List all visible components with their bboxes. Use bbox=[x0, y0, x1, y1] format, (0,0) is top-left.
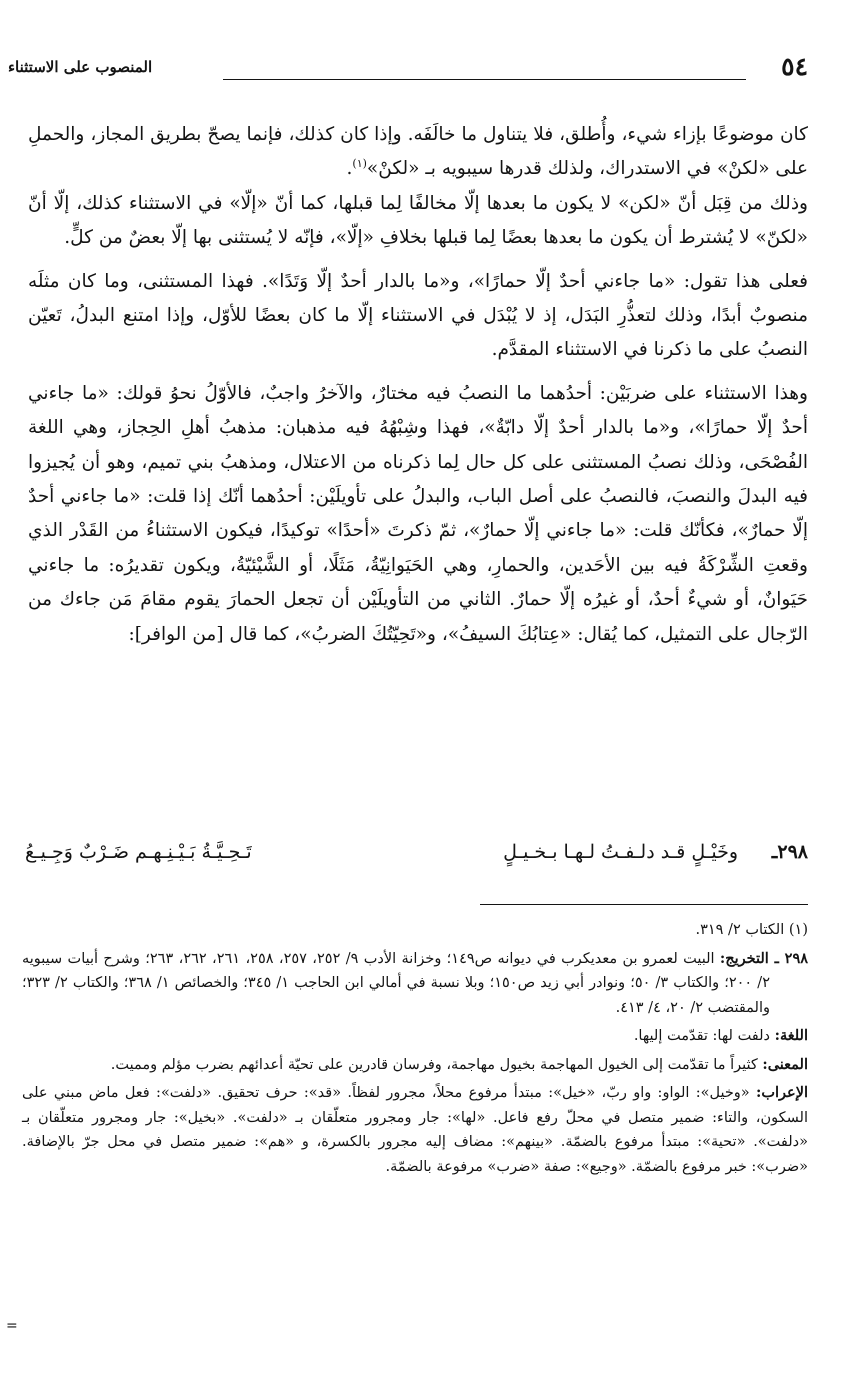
main-text bbox=[28, 118, 808, 652]
verse-number: ٢٩٨ـ bbox=[771, 841, 808, 863]
footnote-separator bbox=[480, 904, 808, 905]
paragraph: وذلك من قِبَل أنّ «لكن» لا يكون ما بعدها إلّا مخالفًا لِما قبلها، كما أنّ «إلّا» في الاستثناء كذلك، إلّا أنّ «لكنّ» لا يُشترط أن يكون ما بعدها بعضًا لِما قبلها بخلافِ «إلّا»، فإنّه لا يُستثنى بها إلّا بعضٌ من كلٍّ. bbox=[28, 192, 808, 249]
footnote-reference: (١) bbox=[352, 157, 367, 171]
footnote-iraab: الإعراب: «وخيل»: الواو: واو ربّ، «خيل»: مبتدأ مرفوع محلاً، مجرور لفظاً. «قد»: حرف تحقيق. «دلفت»: فعل ماض مبني على السكون، والتاء: ضمير متصل في محلّ رفع فاعل. «لها»: جار ومجرور متعلّقان بـ «دلفت». «بخيل»: جار ومجرور متعلّقان بـ «دلفت». «تحية»: مبتدأ مرفوع بالضمّة. «بينهم»: مضاف إليه مجرور بالكسرة، و «هم»: ضمير متصل في محل جرّ بالإضافة. «ضرب»: خبر مرفوع بالضمّة. «وجيع»: صفة «ضرب» مرفوعة بالضمّة. bbox=[22, 1084, 808, 1175]
footnote-takhrij: ٢٩٨ ـ التخريج: البيت لعمرو بن معديكرب في ديوانه ص١٤٩؛ وخزانة الأدب ٩/ ٢٥٢، ٢٥٧، ٢٥٨، ٢٦١، ٢٦٢، ٢٦٣؛ وشرح أبيات سيبويه ٢/ ٢٠٠؛ والكتاب ٣/ ٥٠؛ ونوادر أبي زيد ص١٥٠؛ وبلا نسبة في أمالي ابن الحاجب ١/ ٣٤٥؛ والخصائص ١/ ٣٦٨؛ والكتاب ٢/ ٣٢٣؛ والمقتضب ٢/ ٢٠، ٤/ ٤١٣. bbox=[22, 949, 809, 1016]
continuation-mark: = bbox=[6, 1318, 18, 1334]
paragraph: فعلى هذا تقول: «ما جاءني أحدٌ إلّا حمارًا»، و«ما بالدار أحدٌ إلّا وَتَدًا». فهذا المستثنى، وما كان مثلَه منصوبٌ أبدًا، وذلك لتعذُّرِ البَدَل، إذ لا يُبْدَل في الاستثناء إلّا ما كان بعضًا للأوّل، وإذا امتنع البدلُ، تَعيّن النصبُ على ما ذكرنا في الاستثناء المقدَّم. bbox=[28, 270, 808, 361]
page-number: ٥٤ bbox=[781, 52, 808, 81]
paragraph: وهذا الاستثناء على ضربَيْن: أحدُهما ما النصبُ فيه مختارٌ، والآخرُ واجبٌ، فالأوّلُ نحوُ قولك: «ما جاءني أحدٌ إلّا حمارًا»، و«ما بالدار أحدٌ إلّا دابّةٌ»، فهذا وشِبْهُهُ فيه مذهبان: مذهبُ أهلِ الحِجاز، وهي اللغة الفُصْحَى، وذلك نصبُ المستثنى على كل حال لِما ذكرناه من الاعتلال، ومذهبُ بني تميم، وهو أن يُجيزوا فيه البدلَ والنصبَ، فالنصبُ على أصل الباب، والبدلُ على تأويلَيْن: أحدُهما أنّك إذا قلت: «ما جاءني أحدٌ إلّا حمارٌ»، فكأنّك قلت: «ما جاءني إلّا حمارٌ»، ثمّ ذكرتَ «أحدًا» توكيدًا، فيكون الاستثناءُ من القَدْر الذي وقعتِ الشِّرْكَةُ فيه بين الأحَدين، والحمارِ، وهي الحَيَوانِيّةُ، مَثَلًا، أو الشَّيْئيّةُ، ويكون تقديرُه: ما جاءني حَيَوانٌ، أو شيءٌ أحدٌ، أو غيرُه إلّا حمارٌ. الثاني من التأويلَيْن أن تجعل الحمارَ يقوم مقامَ مَن جاءك من الرّجال على التمثيل، كما يُقال: «عِتابُكَ السيفُ»، و«تَحِيّتُكَ الضربُ»، كما قال [من الوافر]: bbox=[28, 382, 808, 645]
footnote-maana: المعنى: كثيراً ما تقدّمت إلى الخيول المهاجمة بخيول مهاجمة، وفرسان قادرين على تحيّة أعدائهم بضرب مؤلم ومميت. bbox=[110, 1055, 808, 1073]
poetry-verse bbox=[25, 841, 808, 877]
verse-hemistich-second: تَـحِـيَّـةُ بَـيْـنِـهـم ضَـرْبٌ وَجِـيـعُ bbox=[25, 841, 252, 863]
verse-hemistich-first: وخَيْـلٍ قـد دلـفـتُ لـهـا بـخـيـلٍ bbox=[503, 841, 738, 863]
footnote-lugha: اللغة: دلفت لها: تقدّمت إليها. bbox=[633, 1027, 808, 1044]
paragraph: كان موضوعًا بإزاء شيء، وأُطلق، فلا يتناول ما خالَفَه. وإذا كان كذلك، فإنما يصحّ بطريق المجاز، والحملِ على «لكنْ» في الاستدراك، ولذلك قدرها سيبويه بـ «لكنْ»$^{(١)}$. bbox=[28, 124, 808, 180]
footnotes bbox=[22, 918, 808, 1183]
page-header bbox=[8, 52, 808, 88]
header-rule bbox=[223, 79, 746, 80]
footnote: (١) الكتاب ٢/ ٣١٩. bbox=[695, 922, 808, 938]
running-title: المنصوب على الاستثناء bbox=[8, 58, 153, 76]
